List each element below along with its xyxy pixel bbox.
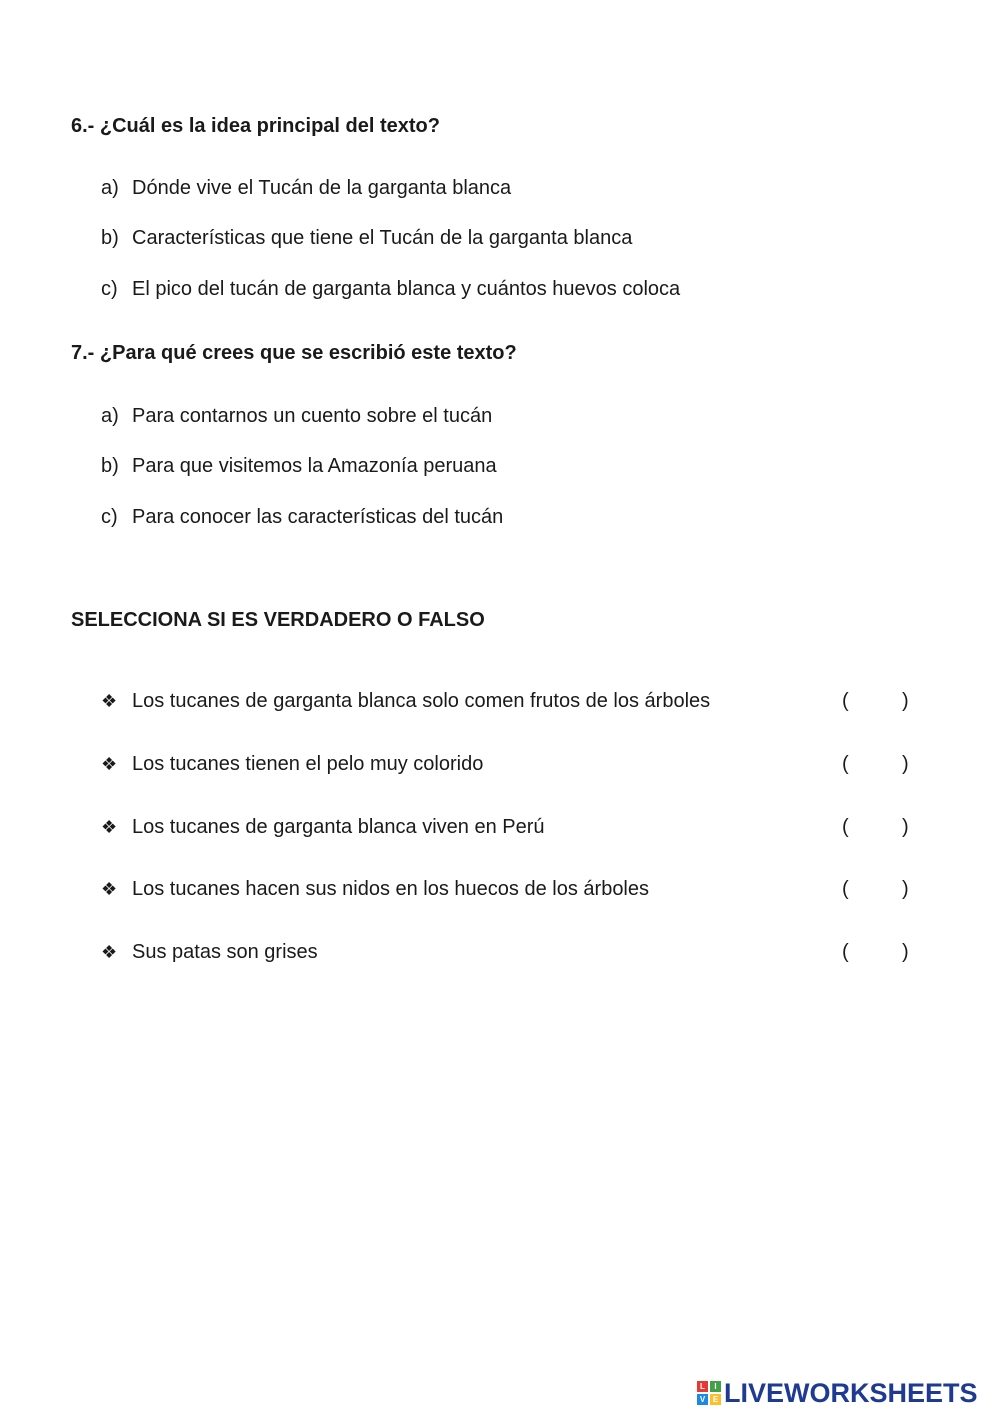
question-6-option-c[interactable] [101, 279, 680, 299]
answer-box-open[interactable]: ( [842, 816, 849, 838]
question-7-option-c[interactable] [101, 507, 503, 527]
question-6-title: 6.- ¿Cuál es la idea principal del texto? [71, 115, 440, 137]
diamond-bullet-icon: ❖ [101, 817, 118, 837]
statement-text: Sus patas son grises [132, 941, 318, 963]
question-7-option-a[interactable] [101, 406, 492, 426]
answer-box-close[interactable]: ) [902, 941, 909, 963]
option-letter: c) [101, 278, 118, 300]
true-false-statement-3 [101, 817, 921, 837]
option-text: Para conocer las características del tucán [132, 506, 504, 528]
option-text: Dónde vive el Tucán de la garganta blanca [132, 177, 512, 199]
liveworksheets-grid-icon [697, 1381, 721, 1405]
true-false-statement-2 [101, 754, 921, 774]
answer-box-close[interactable]: ) [902, 816, 909, 838]
option-text: Para que visitemos la Amazonía peruana [132, 455, 497, 477]
answer-box-close[interactable]: ) [902, 878, 909, 900]
answer-box-open[interactable]: ( [842, 753, 849, 775]
logo-cell: L [697, 1381, 708, 1392]
true-false-statement-5 [101, 942, 921, 962]
answer-box-open[interactable]: ( [842, 941, 849, 963]
answer-box-open[interactable]: ( [842, 690, 849, 712]
true-false-statement-4 [101, 879, 921, 899]
statement-text: Los tucanes de garganta blanca viven en Perú [132, 816, 545, 838]
diamond-bullet-icon: ❖ [101, 942, 118, 962]
option-text: Para contarnos un cuento sobre el tucán [132, 405, 493, 427]
logo-cell: I [710, 1381, 721, 1392]
option-letter: a) [101, 405, 119, 427]
question-7-option-b[interactable] [101, 456, 497, 476]
statement-text: Los tucanes tienen el pelo muy colorido [132, 753, 484, 775]
brand-name: LIVEWORKSHEETS [724, 1377, 978, 1408]
option-text: El pico del tucán de garganta blanca y cuántos huevos coloca [132, 278, 681, 300]
question-6-option-b[interactable] [101, 228, 632, 248]
statement-text: Los tucanes de garganta blanca solo comen frutos de los árboles [132, 690, 711, 712]
question-6-option-a[interactable] [101, 178, 511, 198]
logo-cell: E [710, 1394, 721, 1405]
liveworksheets-logo[interactable] [697, 1378, 978, 1408]
true-false-statement-1 [101, 691, 921, 711]
option-letter: b) [101, 455, 119, 477]
question-7-title: 7.- ¿Para qué crees que se escribió este texto? [71, 342, 517, 364]
true-false-section-title: SELECCIONA SI ES VERDADERO O FALSO [71, 609, 485, 631]
logo-cell: V [697, 1394, 708, 1405]
statement-text: Los tucanes hacen sus nidos en los huecos de los árboles [132, 878, 650, 900]
answer-box-close[interactable]: ) [902, 753, 909, 775]
diamond-bullet-icon: ❖ [101, 879, 118, 899]
answer-box-close[interactable]: ) [902, 690, 909, 712]
option-letter: b) [101, 227, 119, 249]
answer-box-open[interactable]: ( [842, 878, 849, 900]
diamond-bullet-icon: ❖ [101, 691, 118, 711]
diamond-bullet-icon: ❖ [101, 754, 118, 774]
option-text: Características que tiene el Tucán de la garganta blanca [132, 227, 633, 249]
option-letter: c) [101, 506, 118, 528]
option-letter: a) [101, 177, 119, 199]
